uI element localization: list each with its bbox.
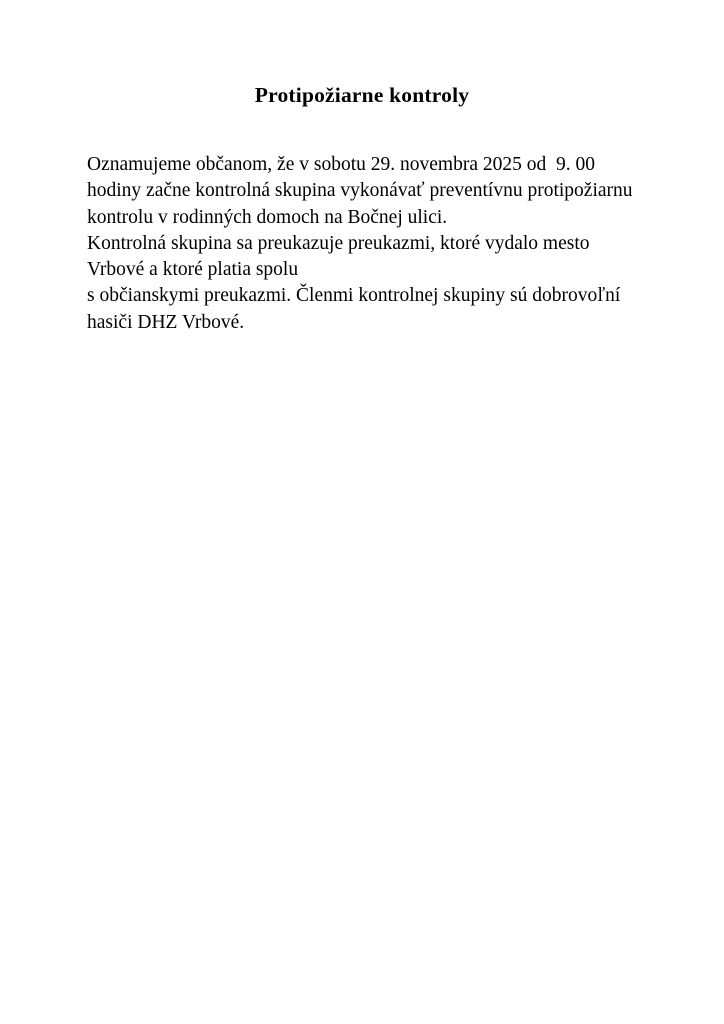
paragraph-line: hodiny začne kontrolná skupina vykonávať preventívnu protipožiarnu (87, 180, 633, 202)
paragraph-line: Oznamujeme občanom, že v sobotu 29. novembra 2025 od 9. 00 (87, 154, 595, 175)
paragraph-line: kontrolu v rodinných domoch na Bočnej ulici. (87, 206, 448, 228)
paragraph-line: Kontrolná skupina sa preukazuje preukazmi, ktoré vydalo mesto (87, 232, 590, 254)
paragraph-line: hasiči DHZ Vrbové. (87, 311, 245, 333)
paragraph-line: s občianskymi preukazmi. Členmi kontrolnej skupiny sú dobrovoľní (87, 285, 621, 307)
document-title: Protipožiarne kontroly (254, 83, 470, 107)
paragraph-line: Vrbové a ktoré platia spolu (87, 259, 299, 281)
document-paragraph (87, 152, 704, 336)
